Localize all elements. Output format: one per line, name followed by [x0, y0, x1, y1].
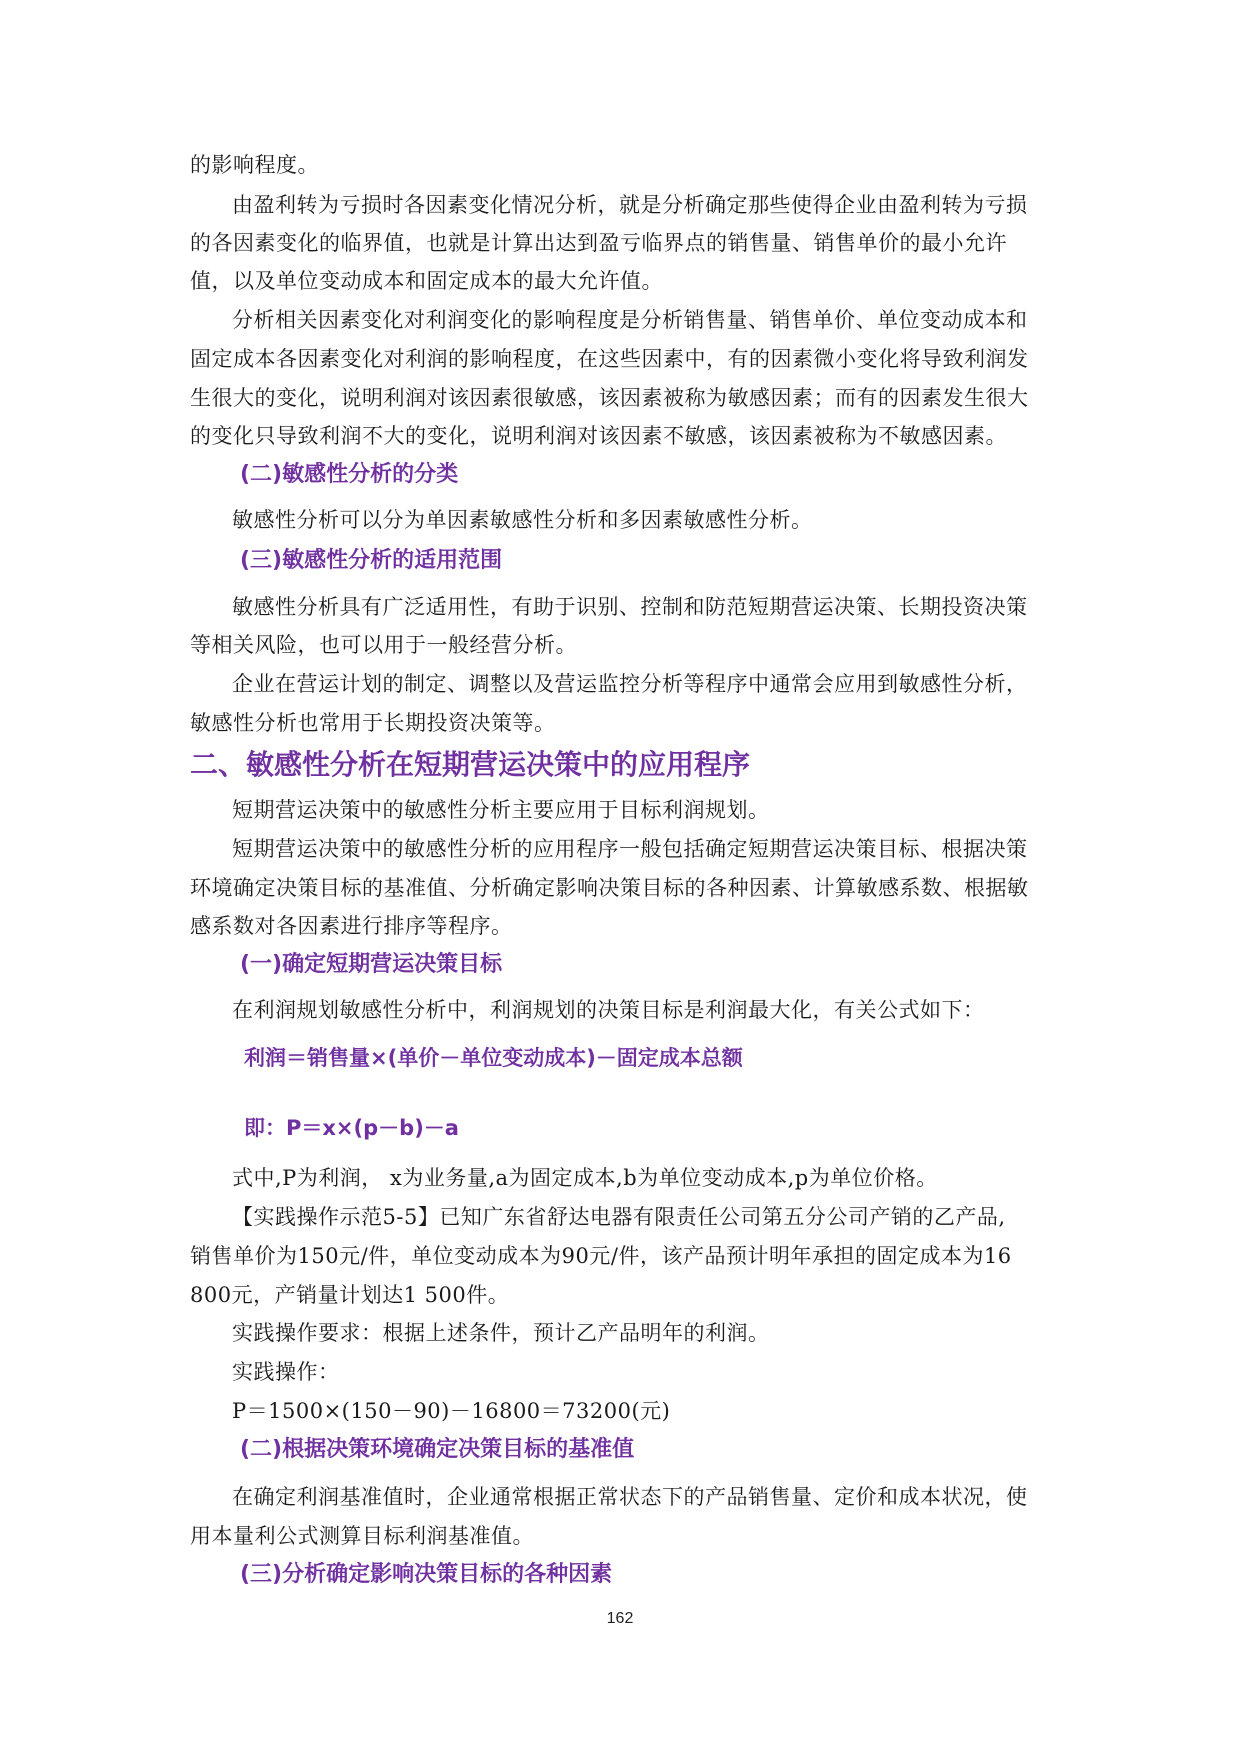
profit-formula-symbolic: 即：P＝x×(p－b)－a — [244, 1116, 459, 1140]
body-text-line: 短期营运决策中的敏感性分析的应用程序一般包括确定短期营运决策目标、根据决策 — [232, 837, 1028, 861]
body-text-line: 敏感性分析具有广泛适用性，有助于识别、控制和防范短期营运决策、长期投资决策 — [232, 595, 1028, 619]
body-text-line: 敏感性分析也常用于长期投资决策等。 — [190, 711, 556, 735]
body-text-line: 企业在营运计划的制定、调整以及营运监控分析等程序中通常会应用到敏感性分析， — [232, 672, 1028, 696]
body-text-line: 由盈利转为亏损时各因素变化情况分析，就是分析确定那些使得企业由盈利转为亏损 — [232, 193, 1028, 217]
body-text-line: 分析相关因素变化对利润变化的影响程度是分析销售量、销售单价、单位变动成本和 — [232, 308, 1028, 332]
body-text-line: 【实践操作示范5-5】已知广东省舒达电器有限责任公司第五分公司产销的乙产品, — [232, 1205, 1006, 1229]
body-text-line: 在确定利润基准值时，企业通常根据正常状态下的产品销售量、定价和成本状况，使 — [232, 1485, 1028, 1509]
body-text-line: 值，以及单位变动成本和固定成本的最大允许值。 — [190, 269, 663, 293]
chapter-heading: 二、敏感性分析在短期营运决策中的应用程序 — [190, 748, 751, 781]
body-text-line: 式中,P为利润， x为业务量,a为固定成本,b为单位变动成本,p为单位价格。 — [232, 1166, 938, 1190]
body-text-line: 用本量利公式测算目标利润基准值。 — [190, 1524, 534, 1548]
section-heading: (三)分析确定影响决策目标的各种因素 — [240, 1562, 613, 1587]
section-heading: (三)敏感性分析的适用范围 — [240, 548, 503, 573]
body-text-line: 等相关风险，也可以用于一般经营分析。 — [190, 633, 577, 657]
body-text-line: 实践操作： — [232, 1360, 340, 1384]
body-text-line: 的变化只导致利润不大的变化，说明利润对该因素不敏感，该因素被称为不敏感因素。 — [190, 424, 1007, 448]
body-text-line: 在利润规划敏感性分析中，利润规划的决策目标是利润最大化，有关公式如下： — [232, 998, 985, 1022]
body-text-line: 环境确定决策目标的基准值、分析确定影响决策目标的各种因素、计算敏感系数、根据敏 — [190, 876, 1029, 900]
section-heading: (一)确定短期营运决策目标 — [240, 952, 503, 977]
page-number: 162 — [606, 1610, 634, 1627]
body-text-line: 800元，产销量计划达1 500件。 — [190, 1283, 510, 1307]
section-heading: (二)根据决策环境确定决策目标的基准值 — [240, 1437, 635, 1462]
profit-formula: 利润＝销售量×(单价－单位变动成本)－固定成本总额 — [244, 1046, 743, 1070]
body-text-line: 销售单价为150元/件，单位变动成本为90元/件，该产品预计明年承担的固定成本为16 — [190, 1244, 1012, 1268]
body-text-line: 实践操作要求：根据上述条件，预计乙产品明年的利润。 — [232, 1321, 770, 1345]
body-text-line: 敏感性分析可以分为单因素敏感性分析和多因素敏感性分析。 — [232, 508, 813, 532]
body-text-line: 的各因素变化的临界值，也就是计算出达到盈亏临界点的销售量、销售单价的最小允许 — [190, 231, 1007, 255]
body-text-line: 感系数对各因素进行排序等程序。 — [190, 914, 513, 938]
section-heading: (二)敏感性分析的分类 — [240, 462, 459, 487]
body-text-line: 生很大的变化，说明利润对该因素很敏感，该因素被称为敏感因素；而有的因素发生很大 — [190, 386, 1029, 410]
body-text-line: 短期营运决策中的敏感性分析主要应用于目标利润规划。 — [232, 798, 770, 822]
calculation-line: P＝1500×(150－90)－16800＝73200(元) — [232, 1399, 671, 1423]
body-text-line: 固定成本各因素变化对利润的影响程度，在这些因素中，有的因素微小变化将导致利润发 — [190, 347, 1029, 371]
body-text-line: 的影响程度。 — [190, 153, 319, 177]
